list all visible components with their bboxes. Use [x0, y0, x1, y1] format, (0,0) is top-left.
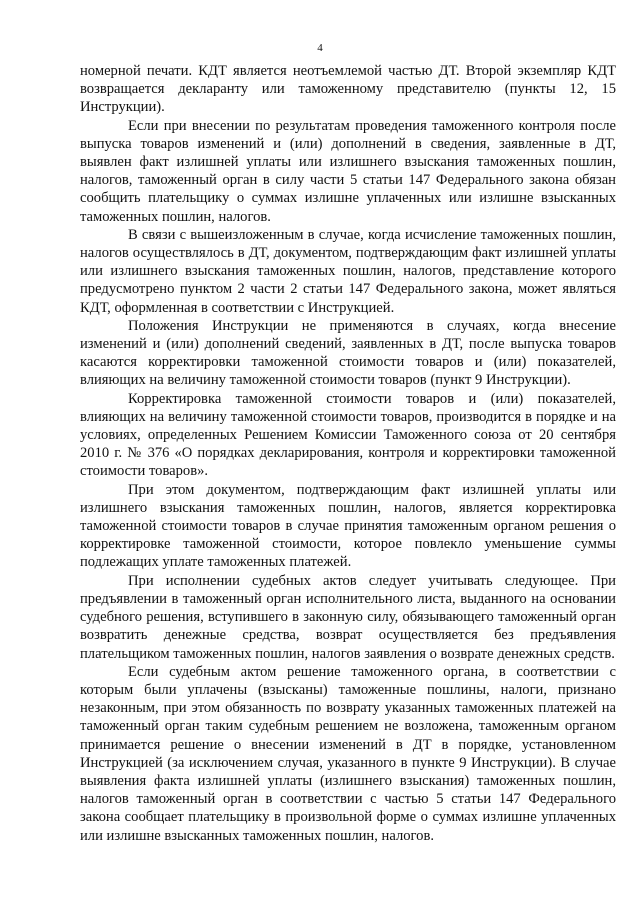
paragraph-court-acts: При исполнении судебных актов следует учитывать следующее. При предъявлении в таможенный орган исполнительного листа, выданного на основании судебного решения, вступившего в законную силу, обязывающего таможенный орган возвратить денежные средства, возврат осуществляется без предъявления плательщиком таможенных пошлин, налогов заявления о возврате денежных средств. [80, 572, 616, 662]
document-body [80, 62, 616, 845]
paragraph-decision-unlawful: Если судебным актом решение таможенного органа, в соответствии с которым были уплачены (взысканы) таможенные пошлины, налоги, признано незаконным, при этом обязанность по возврату указанных таможенных платежей на таможенный орган таким судебным решением не возложена, таможенным органом принимается решение о внесении изменений в ДТ в порядке, установленном Инструкцией (за исключением случая, указанного в пункте 9 Инструкции). В случае выявления факта излишней уплаты (излишнего взыскания) таможенных пошлин, налогов таможенный орган в соответствии с частью 5 статьи 147 Федерального закона сообщает плательщику в произвольной форме о суммах излишне уплаченных или излишне взысканных таможенных пошлин, налогов. [80, 663, 616, 844]
paragraph-customs-value-correction: Корректировка таможенной стоимости товаров и (или) показателей, влияющих на величину таможенной стоимости товаров, производится в порядке и на условиях, определенных Решением Комиссии Таможенного союза от 20 сентября 2010 г. № 376 «О порядках декларирования, контроля и корректировки таможенной стоимости товаров». [80, 390, 616, 480]
paragraph-confirming-document: При этом документом, подтверждающим факт излишней уплаты или излишнего взыскания таможенных пошлин, налогов, является корректировка таможенной стоимости товаров в случае принятия таможенным органом решения о корректировке таможенной стоимости, которое повлекло уменьшение суммы подлежащих уплате таможенных платежей. [80, 481, 616, 571]
paragraph-instruction-not-applied: Положения Инструкции не применяются в случаях, когда внесение изменений и (или) дополнений сведений, заявленных в ДТ, после выпуска товаров касаются корректировки таможенной стоимости товаров и (или) показателей, влияющих на величину таможенной стоимости товаров (пункт 9 Инструкции). [80, 317, 616, 389]
paragraph-overpayment-after-release: Если при внесении по результатам проведения таможенного контроля после выпуска товаров изменений и (или) дополнений в сведения, заявленные в ДТ, выявлен факт излишней уплаты или излишнего взыскания таможенных пошлин, налогов, таможенный орган в силу части 5 статьи 147 Федерального закона обязан сообщить плательщику о суммах излишне уплаченных или излишне взысканных таможенных пошлин, налогов. [80, 117, 616, 225]
paragraph-kdt-as-document: В связи с вышеизложенным в случае, когда исчисление таможенных пошлин, налогов осуществлялось в ДТ, документом, подтверждающим факт излишней уплаты или излишнего взыскания таможенных пошлин, налогов, представление которого предусмотрено пунктом 2 части 2 статьи 147 Федерального закона, может являться КДТ, оформленная в соответствии с Инструкцией. [80, 226, 616, 316]
page-number: 4 [317, 42, 323, 54]
paragraph-continuation: номерной печати. КДТ является неотъемлемой частью ДТ. Второй экземпляр КДТ возвращается декларанту или таможенному представителю (пункты 12, 15 Инструкции). [80, 63, 616, 116]
